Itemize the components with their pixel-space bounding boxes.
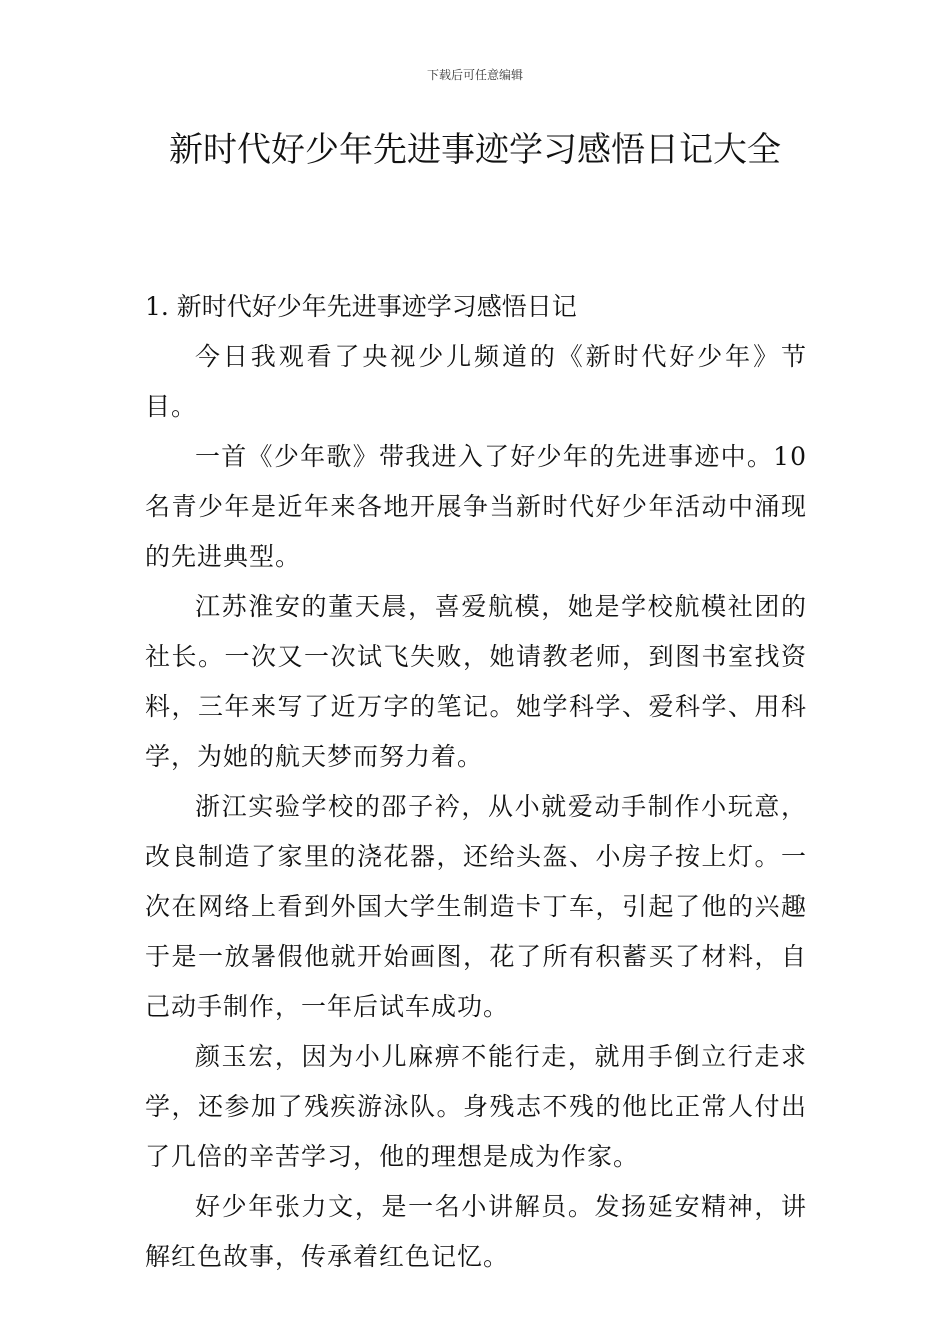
header-note: 下载后可任意编辑 — [426, 68, 523, 82]
paragraph: 好少年张力文，是一名小讲解员。发扬延安精神，讲解红色故事，传承着红色记忆。 — [145, 1192, 807, 1271]
paragraph: 今日我观看了央视少儿频道的《新时代好少年》节目。 — [145, 342, 807, 421]
document-body — [145, 282, 807, 1282]
paragraph: 浙江实验学校的邵子衿，从小就爱动手制作小玩意，改良制造了家里的浇花器，还给头盔、小房子按上灯。一次在网络上看到外国大学生制造卡丁车，引起了他的兴趣于是一放暑假他就开始画图，花了所有积蓄买了材料，自己动手制作，一年后试车成功。 — [145, 792, 807, 1021]
paragraph: 颜玉宏，因为小儿麻痹不能行走，就用手倒立行走求学，还参加了残疾游泳队。身残志不残的他比正常人付出了几倍的辛苦学习，他的理想是成为作家。 — [145, 1042, 807, 1171]
paragraph: 江苏淮安的董天晨，喜爱航模，她是学校航模社团的社长。一次又一次试飞失败，她请教老师，到图书室找资料，三年来写了近万字的笔记。她学科学、爱科学、用科学，为她的航天梦而努力着。 — [145, 592, 807, 771]
document-title: 新时代好少年先进事迹学习感悟日记大全 — [169, 130, 781, 170]
paragraph: 一首《少年歌》带我进入了好少年的先进事迹中。10名青少年是近年来各地开展争当新时代好少年活动中涌现的先进典型。 — [145, 442, 807, 571]
section-heading: 1. 新时代好少年先进事迹学习感悟日记 — [145, 292, 577, 321]
